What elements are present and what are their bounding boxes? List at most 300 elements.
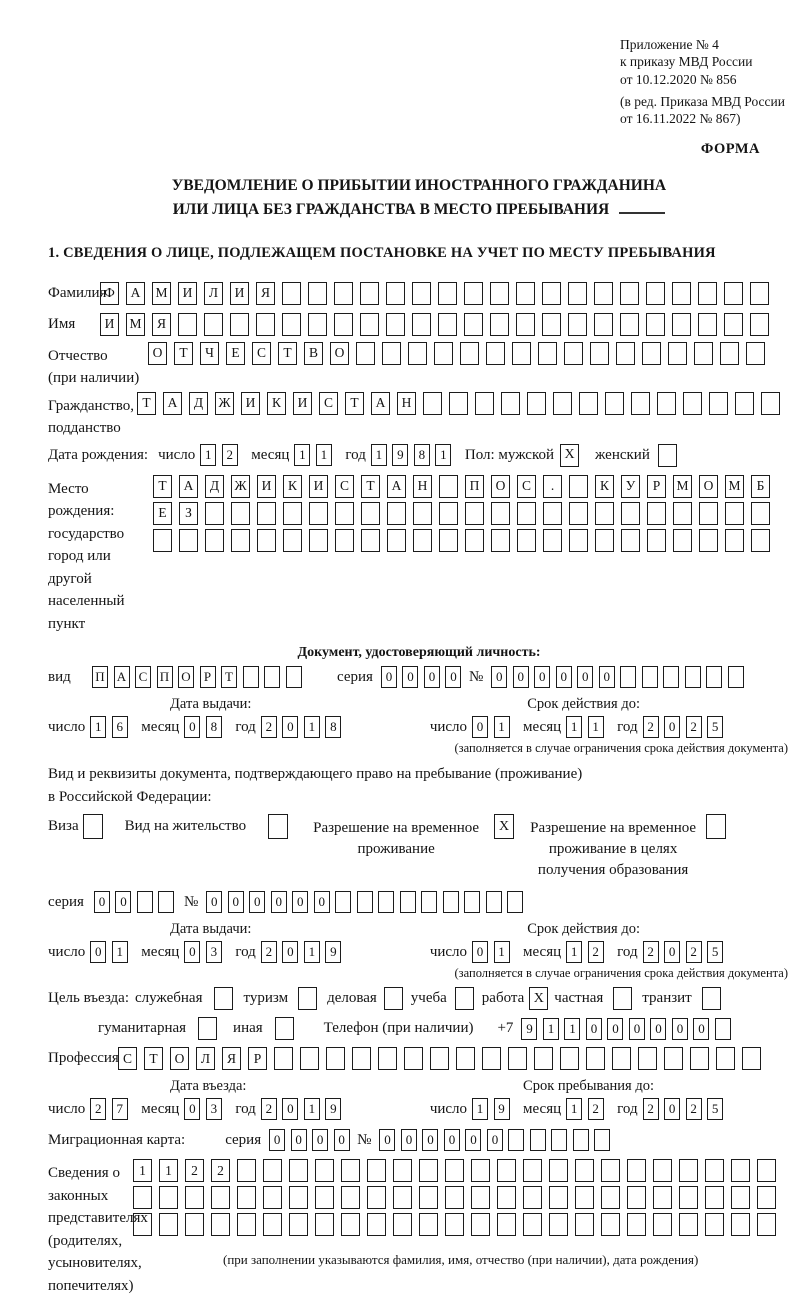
form-cell[interactable]: О [170, 1047, 189, 1070]
form-cell[interactable]: И [309, 475, 328, 498]
form-cell[interactable] [393, 1186, 412, 1209]
form-cell[interactable]: 2 [643, 941, 659, 963]
form-cell[interactable] [475, 392, 494, 415]
form-cell[interactable] [725, 529, 744, 552]
form-cell[interactable]: С [517, 475, 536, 498]
form-cell[interactable]: 1 [133, 1159, 152, 1182]
form-cell[interactable]: Т [137, 392, 156, 415]
form-cell[interactable]: 8 [325, 716, 341, 738]
form-cell[interactable] [627, 1213, 646, 1236]
form-cell[interactable] [153, 529, 172, 552]
form-cell[interactable] [698, 313, 717, 336]
form-cell[interactable]: 0 [577, 666, 593, 688]
purpose-transit-checkbox[interactable] [702, 987, 721, 1010]
form-cell[interactable] [263, 1159, 282, 1182]
form-cell[interactable]: М [152, 282, 171, 305]
form-cell[interactable] [423, 392, 442, 415]
form-cell[interactable] [742, 1047, 761, 1070]
form-cell[interactable] [490, 282, 509, 305]
form-cell[interactable]: 7 [112, 1098, 128, 1120]
form-cell[interactable] [601, 1186, 620, 1209]
form-cell[interactable] [185, 1213, 204, 1236]
form-cell[interactable] [668, 342, 687, 365]
form-cell[interactable] [761, 392, 780, 415]
form-cell[interactable] [387, 502, 406, 525]
form-cell[interactable]: 0 [586, 1018, 602, 1040]
form-cell[interactable] [341, 1186, 360, 1209]
form-cell[interactable] [237, 1213, 256, 1236]
form-cell[interactable] [508, 1047, 527, 1070]
form-cell[interactable]: 1 [566, 716, 582, 738]
form-cell[interactable] [705, 1159, 724, 1182]
form-cell[interactable] [621, 502, 640, 525]
form-cell[interactable] [527, 392, 546, 415]
form-cell[interactable]: 1 [588, 716, 604, 738]
form-cell[interactable] [230, 313, 249, 336]
form-cell[interactable] [413, 502, 432, 525]
form-cell[interactable] [594, 282, 613, 305]
form-cell[interactable] [464, 313, 483, 336]
form-cell[interactable]: С [252, 342, 271, 365]
form-cell[interactable] [419, 1213, 438, 1236]
form-cell[interactable] [569, 502, 588, 525]
form-cell[interactable] [264, 666, 280, 688]
form-cell[interactable]: Е [226, 342, 245, 365]
form-cell[interactable] [553, 392, 572, 415]
form-cell[interactable] [386, 313, 405, 336]
form-cell[interactable]: 0 [381, 666, 397, 688]
form-cell[interactable] [673, 502, 692, 525]
form-cell[interactable] [438, 282, 457, 305]
form-cell[interactable]: Б [751, 475, 770, 498]
form-cell[interactable] [263, 1213, 282, 1236]
form-cell[interactable]: Т [278, 342, 297, 365]
form-cell[interactable] [549, 1159, 568, 1182]
form-cell[interactable] [158, 891, 174, 913]
form-cell[interactable]: 0 [269, 1129, 285, 1151]
form-cell[interactable] [367, 1186, 386, 1209]
form-cell[interactable] [720, 342, 739, 365]
form-cell[interactable] [620, 666, 636, 688]
form-cell[interactable] [699, 529, 718, 552]
form-cell[interactable]: З [179, 502, 198, 525]
form-cell[interactable]: И [257, 475, 276, 498]
form-cell[interactable] [315, 1186, 334, 1209]
form-cell[interactable]: А [371, 392, 390, 415]
form-cell[interactable] [133, 1186, 152, 1209]
form-cell[interactable]: 0 [115, 891, 131, 913]
form-cell[interactable]: 8 [414, 444, 430, 466]
form-cell[interactable] [334, 282, 353, 305]
form-cell[interactable]: Т [361, 475, 380, 498]
form-cell[interactable] [685, 666, 701, 688]
form-cell[interactable]: Т [221, 666, 237, 688]
form-cell[interactable] [646, 313, 665, 336]
form-cell[interactable] [627, 1159, 646, 1182]
form-cell[interactable]: 0 [487, 1129, 503, 1151]
form-cell[interactable] [646, 282, 665, 305]
form-cell[interactable] [601, 1159, 620, 1182]
form-cell[interactable]: К [283, 475, 302, 498]
form-cell[interactable] [568, 282, 587, 305]
form-cell[interactable] [523, 1159, 542, 1182]
form-cell[interactable] [185, 1186, 204, 1209]
form-cell[interactable] [341, 1159, 360, 1182]
form-cell[interactable]: Р [200, 666, 216, 688]
form-cell[interactable] [283, 529, 302, 552]
form-cell[interactable]: 0 [472, 941, 488, 963]
form-cell[interactable] [438, 313, 457, 336]
form-cell[interactable] [568, 313, 587, 336]
form-cell[interactable]: Т [345, 392, 364, 415]
form-cell[interactable]: 1 [494, 716, 510, 738]
form-cell[interactable]: И [293, 392, 312, 415]
form-cell[interactable]: 0 [184, 941, 200, 963]
form-cell[interactable] [300, 1047, 319, 1070]
form-cell[interactable]: И [241, 392, 260, 415]
form-cell[interactable] [282, 282, 301, 305]
form-cell[interactable]: 0 [472, 716, 488, 738]
form-cell[interactable]: А [387, 475, 406, 498]
form-cell[interactable] [486, 891, 502, 913]
form-cell[interactable]: А [163, 392, 182, 415]
form-cell[interactable] [731, 1213, 750, 1236]
purpose-study-checkbox[interactable] [455, 987, 474, 1010]
form-cell[interactable]: 0 [291, 1129, 307, 1151]
form-cell[interactable]: 0 [90, 941, 106, 963]
form-cell[interactable] [231, 502, 250, 525]
form-cell[interactable] [715, 1018, 731, 1040]
visa-checkbox[interactable] [83, 814, 103, 839]
form-cell[interactable] [471, 1186, 490, 1209]
form-cell[interactable] [638, 1047, 657, 1070]
form-cell[interactable] [464, 891, 480, 913]
form-cell[interactable] [205, 502, 224, 525]
form-cell[interactable]: У [621, 475, 640, 498]
form-cell[interactable]: 1 [566, 941, 582, 963]
form-cell[interactable] [335, 891, 351, 913]
form-cell[interactable] [257, 529, 276, 552]
form-cell[interactable] [465, 529, 484, 552]
form-cell[interactable] [679, 1159, 698, 1182]
form-cell[interactable]: 2 [261, 716, 277, 738]
form-cell[interactable] [705, 1186, 724, 1209]
form-cell[interactable] [560, 1047, 579, 1070]
form-cell[interactable] [543, 502, 562, 525]
form-cell[interactable]: 1 [494, 941, 510, 963]
form-cell[interactable] [757, 1186, 776, 1209]
form-cell[interactable]: 0 [401, 1129, 417, 1151]
form-cell[interactable] [690, 1047, 709, 1070]
form-cell[interactable]: И [230, 282, 249, 305]
form-cell[interactable]: 1 [304, 716, 320, 738]
form-cell[interactable]: 0 [607, 1018, 623, 1040]
form-cell[interactable] [575, 1213, 594, 1236]
form-cell[interactable]: 1 [200, 444, 216, 466]
form-cell[interactable]: 0 [402, 666, 418, 688]
form-cell[interactable] [133, 1213, 152, 1236]
form-cell[interactable] [356, 342, 375, 365]
form-cell[interactable] [750, 313, 769, 336]
form-cell[interactable] [460, 342, 479, 365]
form-cell[interactable] [387, 529, 406, 552]
form-cell[interactable] [601, 1213, 620, 1236]
form-cell[interactable]: А [114, 666, 130, 688]
form-cell[interactable] [757, 1159, 776, 1182]
form-cell[interactable]: С [335, 475, 354, 498]
form-cell[interactable] [612, 1047, 631, 1070]
form-cell[interactable] [352, 1047, 371, 1070]
form-cell[interactable] [672, 282, 691, 305]
form-cell[interactable]: 1 [304, 1098, 320, 1120]
form-cell[interactable] [367, 1213, 386, 1236]
form-cell[interactable] [434, 342, 453, 365]
form-cell[interactable] [757, 1213, 776, 1236]
form-cell[interactable]: П [465, 475, 484, 498]
form-cell[interactable]: М [725, 475, 744, 498]
form-cell[interactable]: 0 [629, 1018, 645, 1040]
form-cell[interactable] [725, 502, 744, 525]
form-cell[interactable]: 0 [693, 1018, 709, 1040]
form-cell[interactable]: 8 [206, 716, 222, 738]
sex-female-checkbox[interactable] [658, 444, 677, 467]
form-cell[interactable] [393, 1159, 412, 1182]
form-cell[interactable] [672, 313, 691, 336]
form-cell[interactable]: 0 [379, 1129, 395, 1151]
form-cell[interactable] [698, 282, 717, 305]
form-cell[interactable]: 9 [494, 1098, 510, 1120]
form-cell[interactable] [569, 529, 588, 552]
form-cell[interactable]: 1 [90, 716, 106, 738]
form-cell[interactable] [256, 313, 275, 336]
form-cell[interactable] [386, 282, 405, 305]
form-cell[interactable] [497, 1186, 516, 1209]
form-cell[interactable]: 0 [312, 1129, 328, 1151]
form-cell[interactable] [439, 475, 458, 498]
form-cell[interactable] [412, 282, 431, 305]
form-cell[interactable]: 2 [211, 1159, 230, 1182]
form-cell[interactable] [357, 891, 373, 913]
form-cell[interactable] [471, 1213, 490, 1236]
form-cell[interactable]: 9 [521, 1018, 537, 1040]
form-cell[interactable] [419, 1186, 438, 1209]
form-cell[interactable] [530, 1129, 546, 1151]
purpose-official-checkbox[interactable] [214, 987, 233, 1010]
form-cell[interactable]: 0 [650, 1018, 666, 1040]
form-cell[interactable]: 0 [465, 1129, 481, 1151]
form-cell[interactable] [724, 282, 743, 305]
form-cell[interactable] [439, 529, 458, 552]
form-cell[interactable] [642, 666, 658, 688]
form-cell[interactable]: К [267, 392, 286, 415]
purpose-work-checkbox[interactable]: X [529, 987, 548, 1010]
form-cell[interactable] [137, 891, 153, 913]
form-cell[interactable] [421, 891, 437, 913]
form-cell[interactable]: 5 [707, 716, 723, 738]
purpose-private-checkbox[interactable] [613, 987, 632, 1010]
form-cell[interactable] [205, 529, 224, 552]
form-cell[interactable]: 0 [314, 891, 330, 913]
form-cell[interactable] [412, 313, 431, 336]
form-cell[interactable] [419, 1159, 438, 1182]
form-cell[interactable] [289, 1159, 308, 1182]
form-cell[interactable]: С [135, 666, 151, 688]
form-cell[interactable] [309, 502, 328, 525]
form-cell[interactable] [575, 1186, 594, 1209]
form-cell[interactable]: 1 [371, 444, 387, 466]
purpose-tourism-checkbox[interactable] [298, 987, 317, 1010]
form-cell[interactable] [456, 1047, 475, 1070]
form-cell[interactable] [430, 1047, 449, 1070]
form-cell[interactable] [751, 502, 770, 525]
form-cell[interactable]: О [178, 666, 194, 688]
form-cell[interactable]: Ч [200, 342, 219, 365]
form-cell[interactable]: 3 [206, 1098, 222, 1120]
form-cell[interactable]: 0 [664, 1098, 680, 1120]
form-cell[interactable] [750, 282, 769, 305]
form-cell[interactable] [657, 392, 676, 415]
form-cell[interactable] [517, 502, 536, 525]
form-cell[interactable] [464, 282, 483, 305]
form-cell[interactable] [549, 1186, 568, 1209]
form-cell[interactable]: Д [205, 475, 224, 498]
form-cell[interactable] [400, 891, 416, 913]
form-cell[interactable]: 0 [444, 1129, 460, 1151]
form-cell[interactable] [309, 529, 328, 552]
form-cell[interactable] [523, 1186, 542, 1209]
form-cell[interactable]: Т [144, 1047, 163, 1070]
form-cell[interactable] [237, 1186, 256, 1209]
form-cell[interactable]: 0 [184, 1098, 200, 1120]
form-cell[interactable]: К [595, 475, 614, 498]
form-cell[interactable] [237, 1159, 256, 1182]
form-cell[interactable]: М [673, 475, 692, 498]
form-cell[interactable] [642, 342, 661, 365]
form-cell[interactable]: 0 [534, 666, 550, 688]
form-cell[interactable]: П [92, 666, 108, 688]
form-cell[interactable]: 2 [588, 1098, 604, 1120]
form-cell[interactable] [486, 342, 505, 365]
form-cell[interactable]: Я [152, 313, 171, 336]
form-cell[interactable] [647, 502, 666, 525]
form-cell[interactable]: 2 [185, 1159, 204, 1182]
form-cell[interactable] [257, 502, 276, 525]
form-cell[interactable] [445, 1159, 464, 1182]
form-cell[interactable] [731, 1159, 750, 1182]
form-cell[interactable] [594, 1129, 610, 1151]
form-cell[interactable] [586, 1047, 605, 1070]
form-cell[interactable] [360, 313, 379, 336]
form-cell[interactable] [573, 1129, 589, 1151]
form-cell[interactable] [204, 313, 223, 336]
form-cell[interactable]: 0 [271, 891, 287, 913]
form-cell[interactable]: М [126, 313, 145, 336]
form-cell[interactable] [501, 392, 520, 415]
form-cell[interactable]: Ж [231, 475, 250, 498]
form-cell[interactable] [716, 1047, 735, 1070]
form-cell[interactable] [315, 1159, 334, 1182]
form-cell[interactable] [367, 1159, 386, 1182]
purpose-other-checkbox[interactable] [275, 1017, 294, 1040]
temp-residence-checkbox[interactable]: X [494, 814, 514, 839]
form-cell[interactable]: 2 [588, 941, 604, 963]
form-cell[interactable]: 0 [664, 941, 680, 963]
form-cell[interactable] [512, 342, 531, 365]
form-cell[interactable]: О [330, 342, 349, 365]
form-cell[interactable] [408, 342, 427, 365]
form-cell[interactable] [393, 1213, 412, 1236]
form-cell[interactable] [746, 342, 765, 365]
form-cell[interactable] [289, 1213, 308, 1236]
form-cell[interactable] [653, 1159, 672, 1182]
form-cell[interactable] [382, 342, 401, 365]
form-cell[interactable] [508, 1129, 524, 1151]
form-cell[interactable] [341, 1213, 360, 1236]
form-cell[interactable]: 2 [90, 1098, 106, 1120]
form-cell[interactable]: И [178, 282, 197, 305]
form-cell[interactable] [282, 313, 301, 336]
form-cell[interactable] [404, 1047, 423, 1070]
form-cell[interactable]: Р [647, 475, 666, 498]
form-cell[interactable]: 2 [686, 941, 702, 963]
form-cell[interactable] [542, 282, 561, 305]
form-cell[interactable]: 2 [686, 1098, 702, 1120]
form-cell[interactable] [243, 666, 259, 688]
form-cell[interactable]: 0 [672, 1018, 688, 1040]
form-cell[interactable] [491, 502, 510, 525]
form-cell[interactable]: Л [204, 282, 223, 305]
form-cell[interactable] [211, 1213, 230, 1236]
form-cell[interactable]: 0 [94, 891, 110, 913]
form-cell[interactable]: В [304, 342, 323, 365]
form-cell[interactable] [631, 392, 650, 415]
form-cell[interactable]: 2 [261, 1098, 277, 1120]
form-cell[interactable]: 0 [491, 666, 507, 688]
form-cell[interactable]: 5 [707, 1098, 723, 1120]
form-cell[interactable] [517, 529, 536, 552]
form-cell[interactable]: 0 [282, 1098, 298, 1120]
form-cell[interactable] [683, 392, 702, 415]
residence-permit-checkbox[interactable] [268, 814, 288, 839]
form-cell[interactable] [497, 1159, 516, 1182]
form-cell[interactable] [663, 666, 679, 688]
form-cell[interactable] [694, 342, 713, 365]
form-cell[interactable]: 9 [325, 941, 341, 963]
form-cell[interactable] [449, 392, 468, 415]
form-cell[interactable]: 0 [292, 891, 308, 913]
form-cell[interactable]: 2 [643, 716, 659, 738]
form-cell[interactable] [616, 342, 635, 365]
form-cell[interactable] [705, 1213, 724, 1236]
form-cell[interactable] [378, 891, 394, 913]
form-cell[interactable] [159, 1186, 178, 1209]
form-cell[interactable] [620, 282, 639, 305]
form-cell[interactable] [538, 342, 557, 365]
form-cell[interactable] [534, 1047, 553, 1070]
form-cell[interactable] [413, 529, 432, 552]
form-cell[interactable] [664, 1047, 683, 1070]
form-cell[interactable]: Ж [215, 392, 234, 415]
form-cell[interactable] [443, 891, 459, 913]
form-cell[interactable] [308, 282, 327, 305]
form-cell[interactable] [605, 392, 624, 415]
form-cell[interactable]: 0 [334, 1129, 350, 1151]
form-cell[interactable] [335, 529, 354, 552]
form-cell[interactable]: 0 [664, 716, 680, 738]
form-cell[interactable] [724, 313, 743, 336]
form-cell[interactable]: 2 [261, 941, 277, 963]
form-cell[interactable] [728, 666, 744, 688]
